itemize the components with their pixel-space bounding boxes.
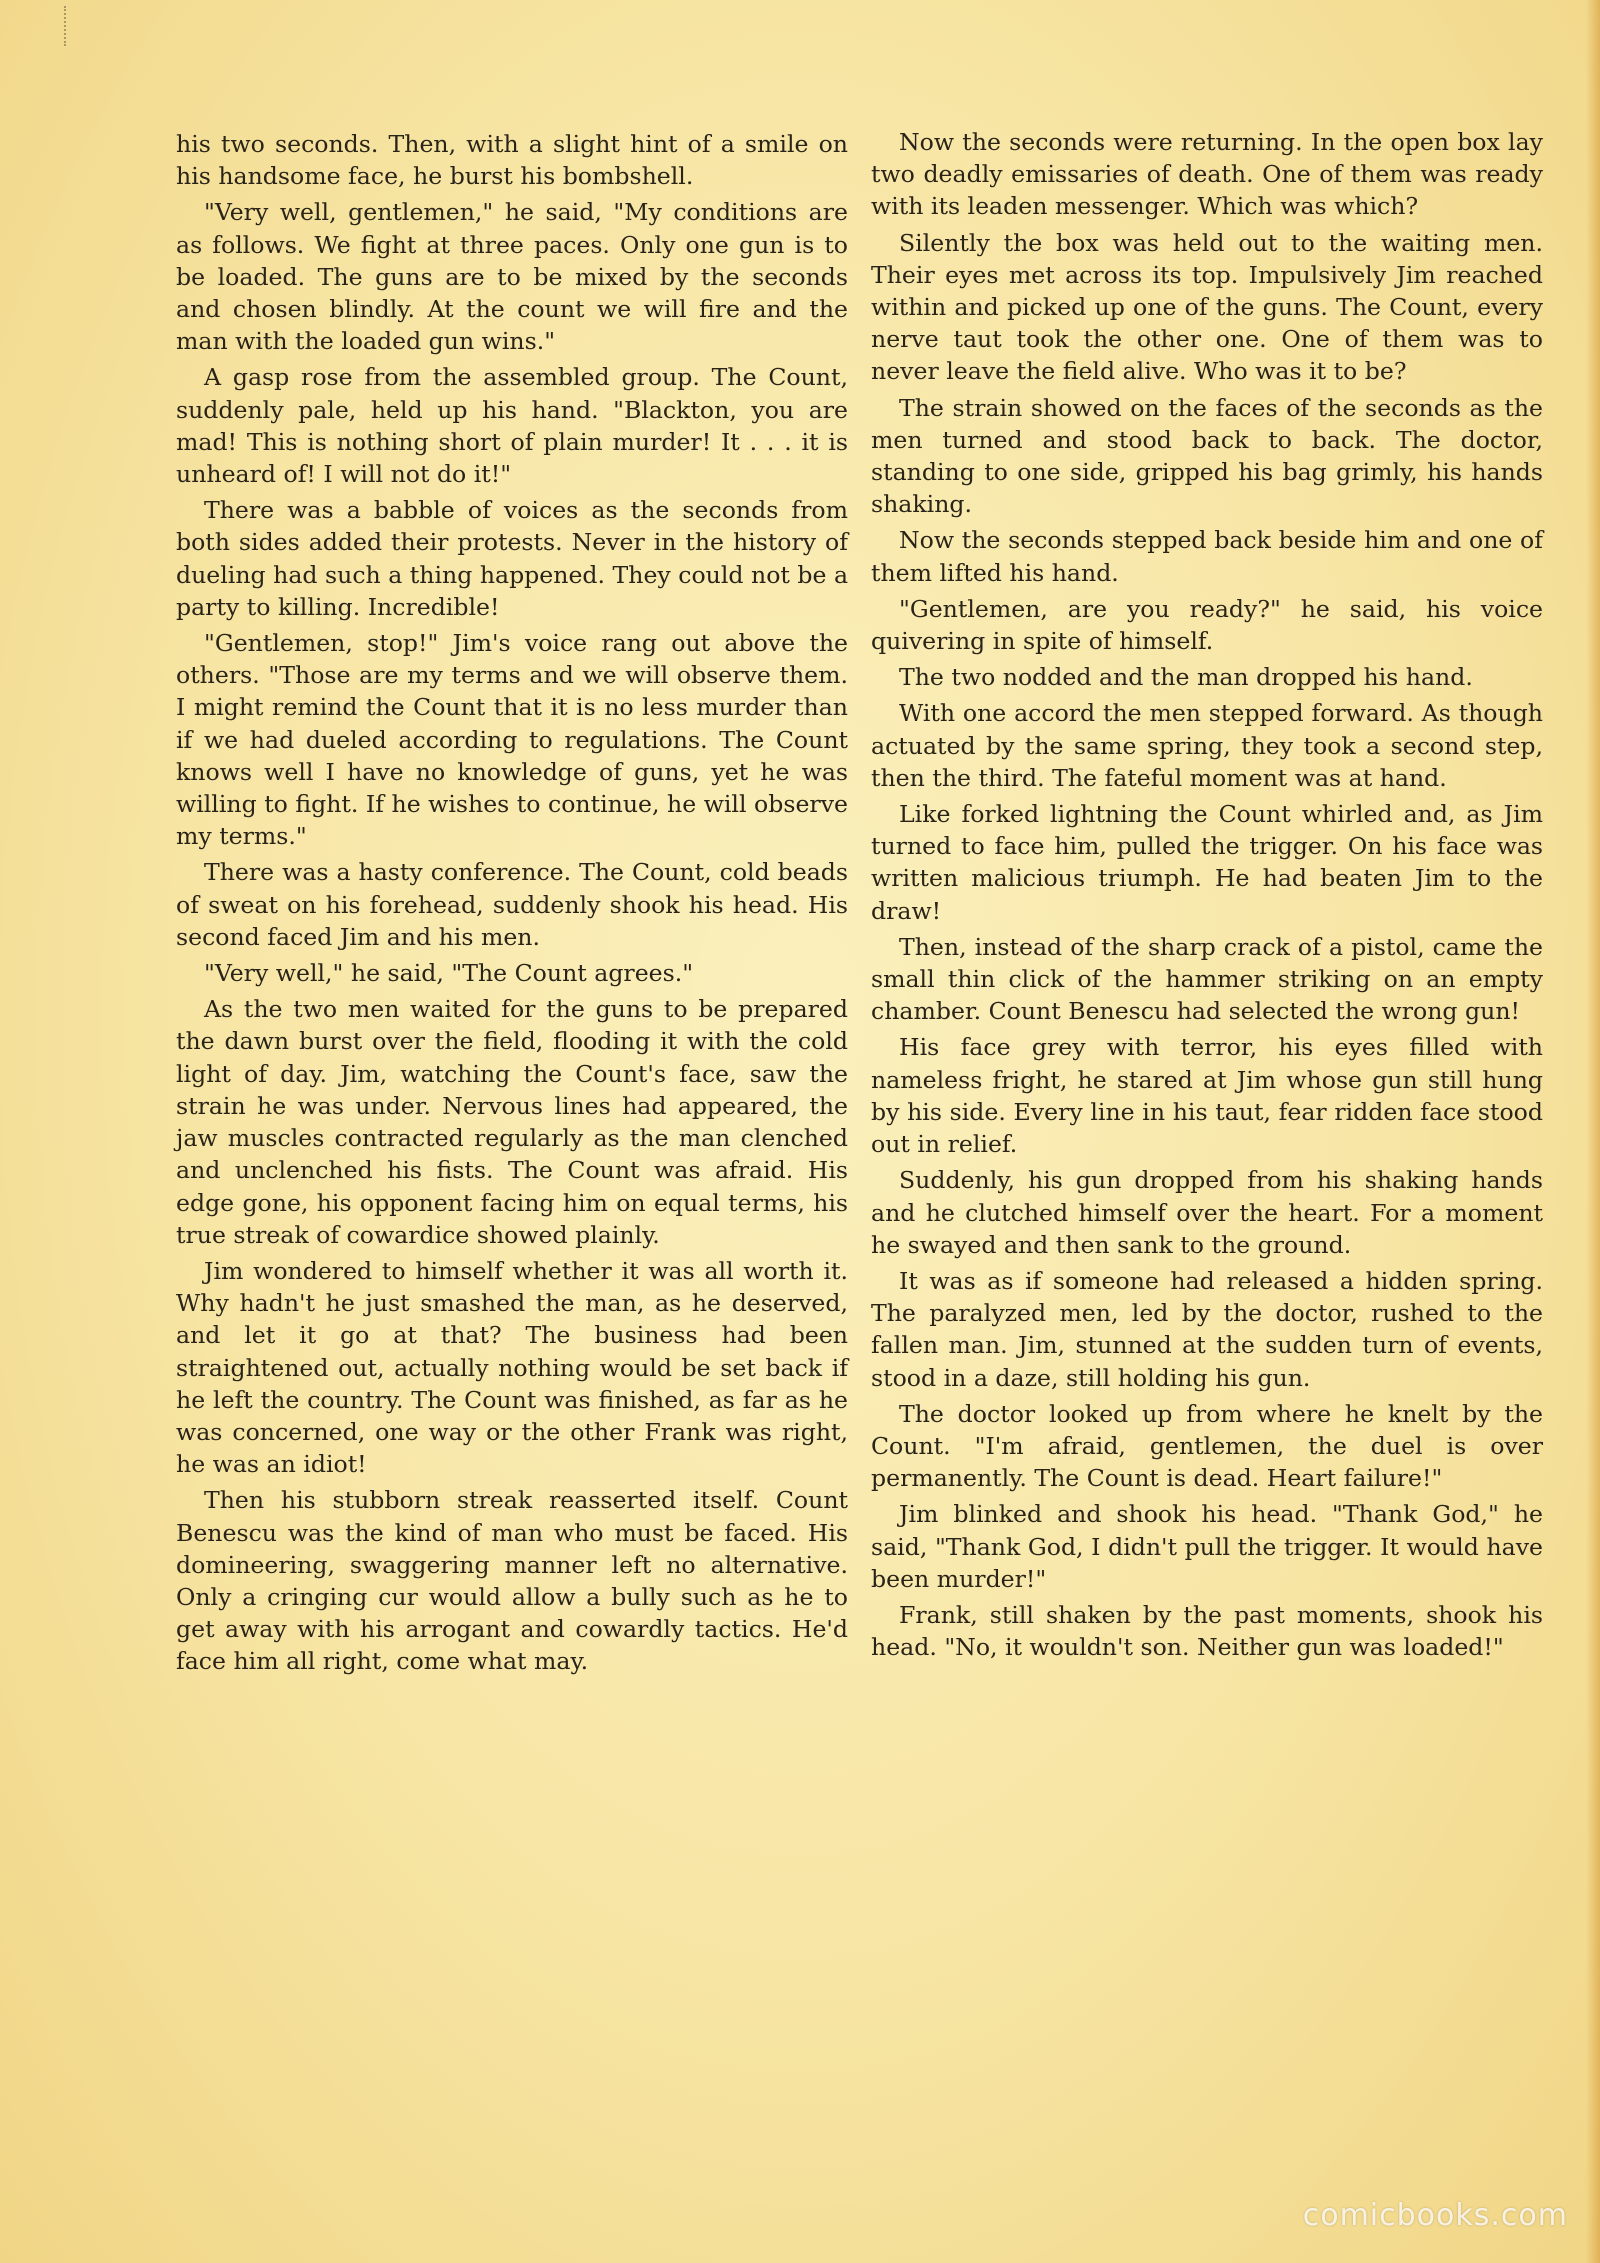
paragraph: Like forked lightning the Count whirled and, as Jim turned to face him, pulled the trigger. On his face was written malicious triumph. He had beaten Jim to the draw! (871, 800, 1543, 925)
paragraph: Silently the box was held out to the waiting men. Their eyes met across its top. Impulsively Jim reached within and picked up one of the guns. The Count, every nerve taut took the other one. One of them was to never leave the field alive. Who was it to be? (871, 228, 1543, 386)
paragraph: "Gentlemen, stop!" Jim's voice rang out above the others. "Those are my terms and we will observe them. I might remind the Count that it is no less murder than if we had dueled according to regulations. The Count knows well I have no knowledge of guns, yet he was willing to fight. If he wishes to continue, he will observe my terms." (176, 629, 848, 851)
paragraph: his two seconds. Then, with a slight hint of a smile on his handsome face, he burst his bombshell. (176, 130, 848, 191)
paragraph: His face grey with terror, his eyes filled with nameless fright, he stared at Jim whose gun still hung by his side. Every line in his taut, fear ridden face stood out in relief. (871, 1033, 1543, 1159)
watermark: comicbooks.com (1302, 2198, 1568, 2233)
right-text-column (871, 126, 1543, 1667)
paragraph: Jim wondered to himself whether it was all worth it. Why hadn't he just smashed the man, as he deserved, and let it go at that? The business had been straightened out, actually nothing would be set back if he left the country. The Count was finished, as far as he was concerned, one way or the other Frank was right, he was an idiot! (176, 1256, 848, 1479)
paragraph: Suddenly, his gun dropped from his shaking hands and he clutched himself over the heart. For a moment he swayed and then sank to the ground. (871, 1166, 1543, 1259)
left-text-column (176, 128, 848, 1682)
paragraph: Now the seconds were returning. In the open box lay two deadly emissaries of death. One of them was ready with its leaden messenger. Which was which? (871, 128, 1543, 221)
paragraph: Frank, still shaken by the past moments, shook his head. "No, it wouldn't son. Neither gun was loaded!" (871, 1600, 1543, 1662)
paragraph: "Very well," he said, "The Count agrees." (204, 959, 694, 988)
paragraph: Then, instead of the sharp crack of a pistol, came the small thin click of the hammer striking on an empty chamber. Count Benescu had selected the wrong gun! (871, 932, 1543, 1026)
paragraph: Jim blinked and shook his head. "Thank God," he said, "Thank God, I didn't pull the trigger. It would have been murder!" (871, 1500, 1543, 1593)
paragraph: There was a hasty conference. The Count, cold beads of sweat on his forehead, suddenly shook his head. His second faced Jim and his men. (176, 858, 848, 951)
paragraph: The two nodded and the man dropped his hand. (899, 663, 1473, 692)
paragraph: As the two men waited for the guns to be prepared the dawn burst over the field, flooding it with the cold light of day. Jim, watching the Count's face, saw the strain he was under. Nervous lines had appeared, the jaw muscles contracted regularly as the man clenched and unclenched his fists. The Count was afraid. His edge gone, his opponent facing him on equal terms, his true streak of cowardice showed plainly. (176, 995, 848, 1249)
paragraph: The strain showed on the faces of the seconds as the men turned and stood back to back. The doctor, standing to one side, gripped his bag grimly, his hands shaking. (871, 393, 1543, 519)
paragraph: "Very well, gentlemen," he said, "My conditions are as follows. We fight at three paces. Only one gun is to be loaded. The guns are to be mixed by the seconds and chosen blindly. At the count we will fire and the man with the loaded gun wins." (176, 198, 848, 356)
paragraph: Now the seconds stepped back beside him and one of them lifted his hand. (871, 526, 1543, 587)
margin-marks (64, 6, 76, 46)
paragraph: The doctor looked up from where he knelt by the Count. "I'm afraid, gentlemen, the duel is over permanently. The Count is dead. Heart failure!" (871, 1399, 1543, 1493)
paragraph: Then his stubborn streak reasserted itself. Count Benescu was the kind of man who must be faced. His domineering, swaggering manner left no alternative. Only a cringing cur would allow a bully such as he to get away with his arrogant and cowardly tactics. He'd face him all right, come what may. (176, 1486, 848, 1676)
page-edge-shadow (1586, 0, 1600, 2263)
paragraph: With one accord the men stepped forward. As though actuated by the same spring, they took a second step, then the third. The fateful moment was at hand. (871, 699, 1543, 792)
paragraph: "Gentlemen, are you ready?" he said, his voice quivering in spite of himself. (871, 594, 1543, 656)
paragraph: There was a babble of voices as the seconds from both sides added their protests. Never in the history of dueling had such a thing happened. They could not be a party to killing. Incredible! (176, 496, 849, 621)
paragraph: It was as if someone had released a hidden spring. The paralyzed men, led by the doctor, rushed to the fallen man. Jim, stunned at the sudden turn of events, stood in a daze, still holding his gun. (871, 1266, 1543, 1392)
paragraph: A gasp rose from the assembled group. The Count, suddenly pale, held up his hand. "Blackton, you are mad! This is nothing short of plain murder! It . . . it is unheard of! I will not do it!" (176, 363, 848, 489)
